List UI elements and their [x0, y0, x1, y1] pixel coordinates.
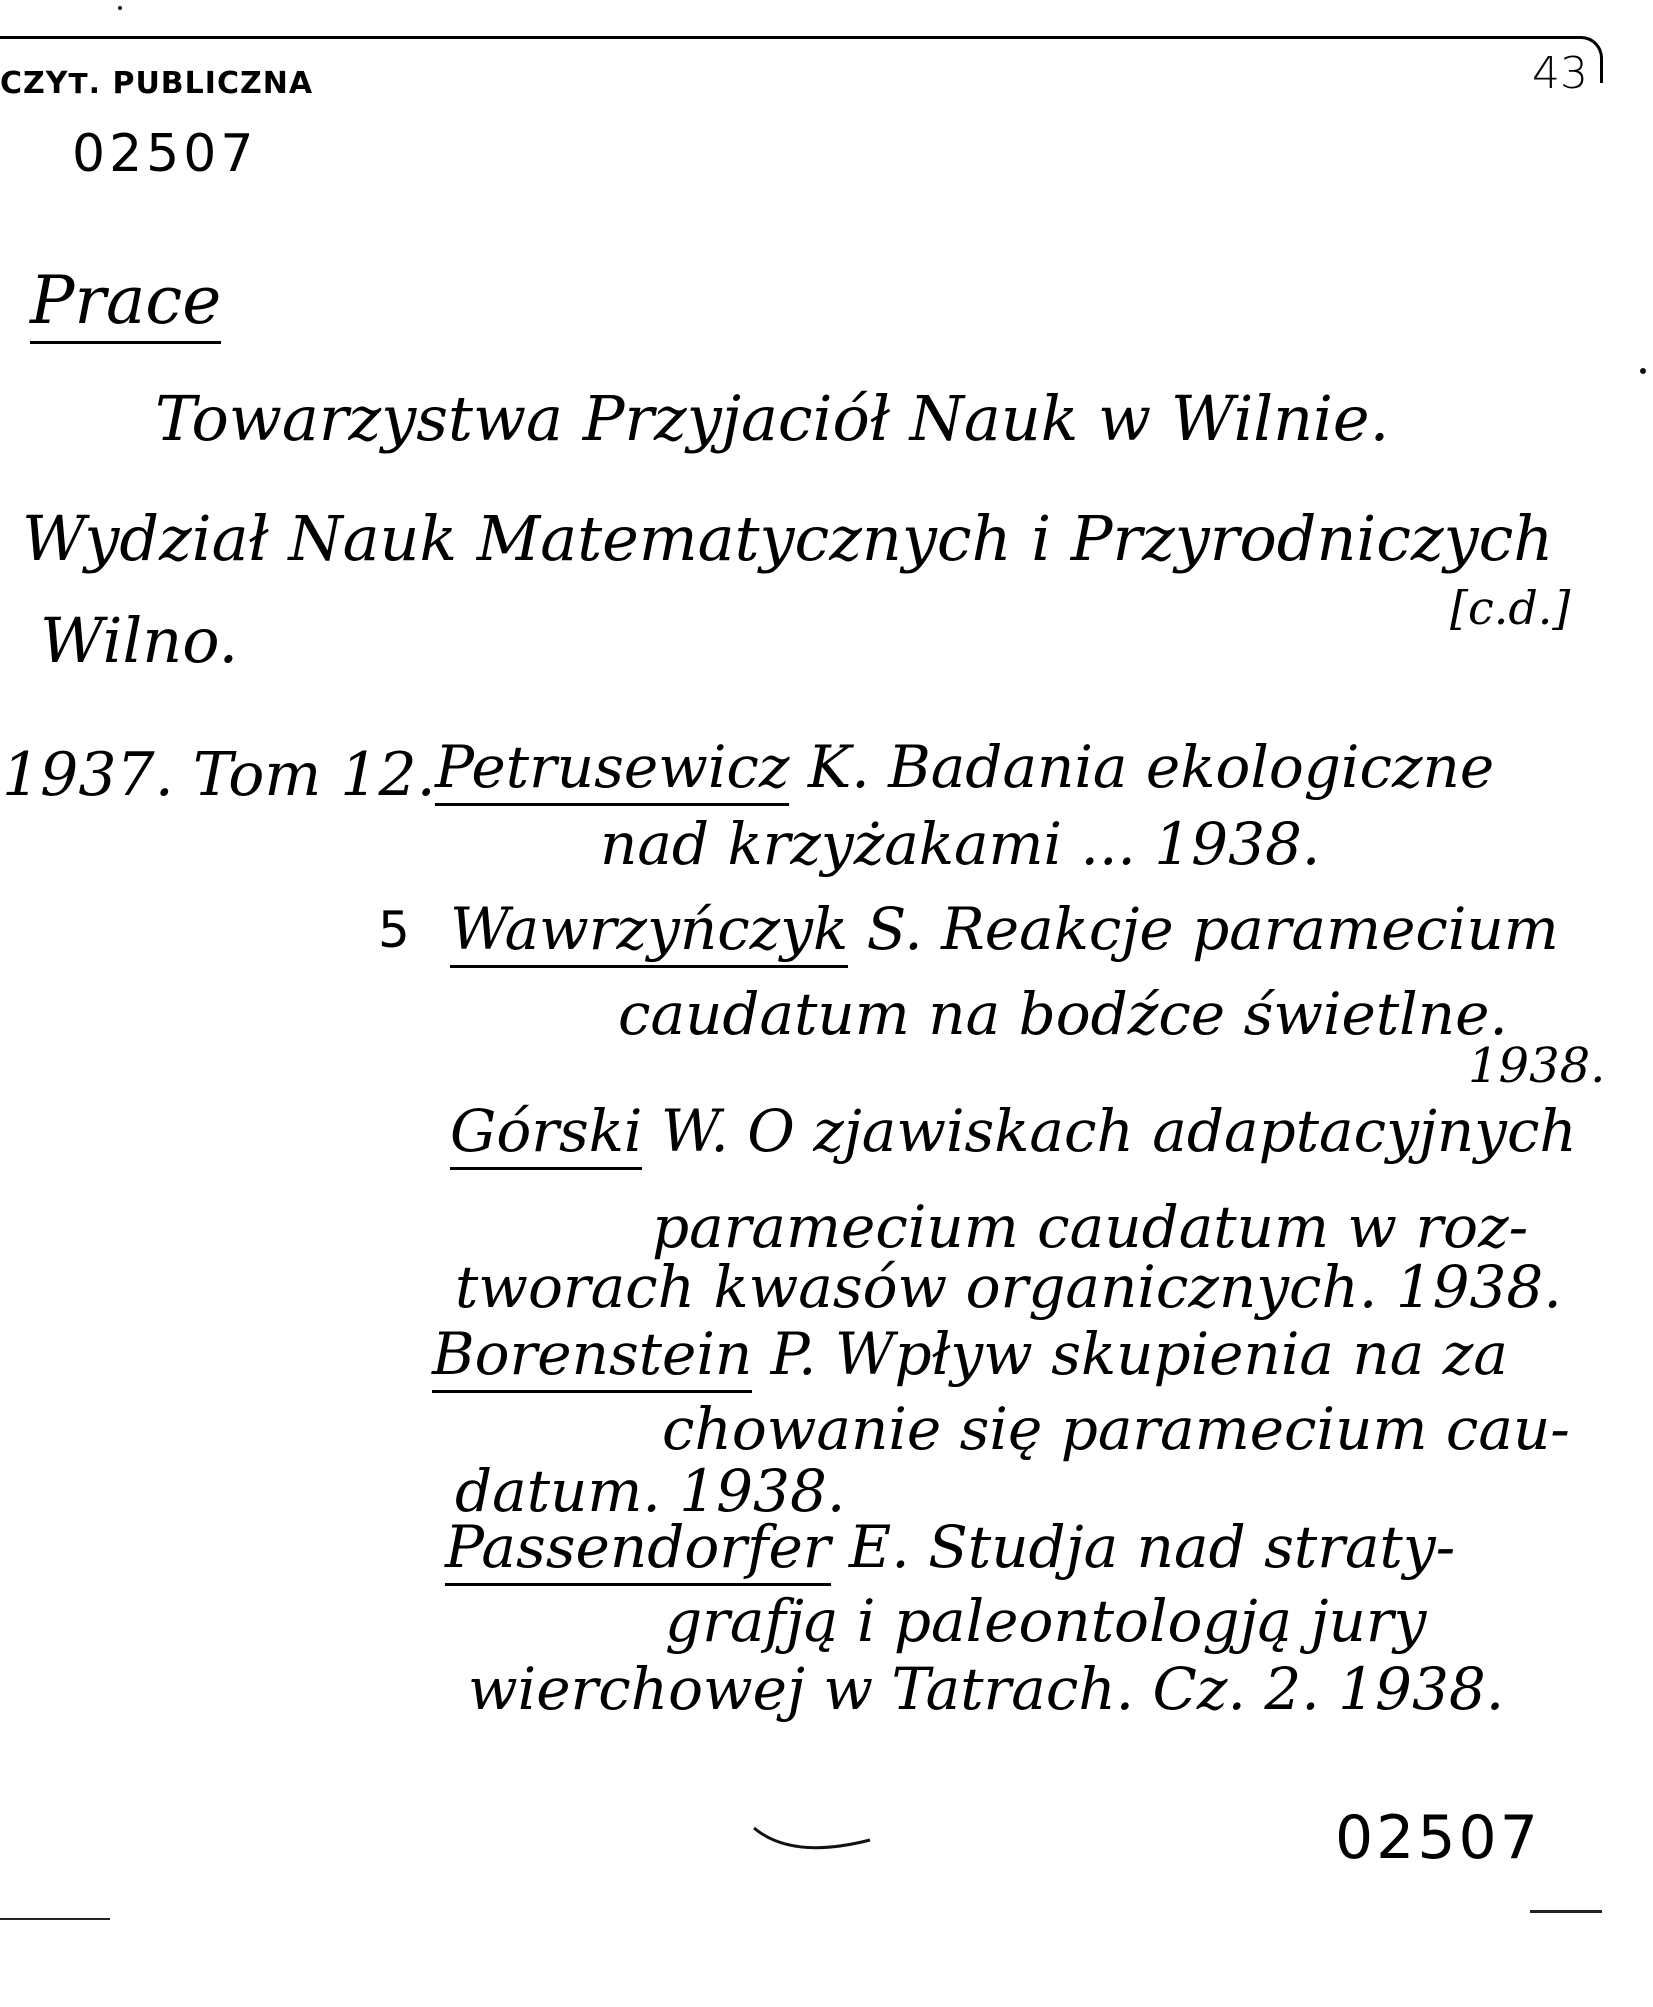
entry-line: [435, 733, 1495, 801]
entry-line: [445, 1513, 1456, 1581]
entry-line: tworach kwasów organicznych. 1938.: [455, 1253, 1562, 1321]
entry-text: E. Studja nad straty-: [830, 1513, 1456, 1581]
card-heading: [30, 262, 222, 339]
entry-line: [450, 895, 1559, 963]
entry-author: Wawrzyńczyk: [450, 895, 848, 968]
card-bottom-rule-left: [0, 1918, 110, 1920]
continued-note: [c.d.]: [1450, 581, 1571, 635]
entry-line: [450, 1097, 1577, 1165]
entry-line: nad krzyżakami ... 1938.: [600, 810, 1321, 878]
entry-text: S. Reakcje paramecium: [848, 895, 1559, 963]
entry-author: Passendorfer: [445, 1513, 831, 1586]
entry-number: 5: [378, 901, 410, 959]
pen-mark: [752, 1822, 872, 1862]
entry-line: wierchowej w Tatrach. Cz. 2. 1938.: [468, 1655, 1505, 1723]
entry-author: Borenstein: [432, 1320, 752, 1393]
entry-author: Górski: [450, 1097, 642, 1170]
entry-author: Petrusewicz: [435, 733, 789, 806]
series-line-2: Wydział Nauk Matematycznych i Przyrodniczych: [22, 502, 1554, 575]
series-line-1: Towarzystwa Przyjaciół Nauk w Wilnie.: [155, 382, 1390, 455]
page-number: 43: [1532, 48, 1588, 99]
entry-text: K. Badania ekologiczne: [789, 733, 1495, 801]
entry-line: caudatum na bodźce świetlne.: [618, 980, 1508, 1048]
inventory-number-bottom: 02507: [1335, 1803, 1541, 1873]
entry-line: [432, 1320, 1508, 1388]
entry-line: grafją i paleontologją jury: [665, 1587, 1427, 1655]
stamp-lead: CZY: [0, 66, 69, 101]
publication-place: Wilno.: [40, 604, 239, 677]
ink-speck: [118, 6, 122, 10]
stamp-rest: . PUBLICZNA: [88, 66, 314, 101]
card-bottom-rule-right: [1530, 1910, 1602, 1913]
heading-text: Prace: [30, 262, 221, 344]
inventory-number-top: 02507: [72, 124, 258, 184]
entry-year: 1938.: [1468, 1038, 1606, 1094]
stamp-cap: T: [68, 67, 89, 100]
ink-speck: [1640, 368, 1646, 374]
entry-line: datum. 1938.: [455, 1457, 846, 1525]
library-stamp: [0, 66, 313, 101]
entry-text: P. Wpływ skupienia na za: [752, 1320, 1508, 1388]
volume-prefix: 1937. Tom 12.: [2, 740, 436, 810]
entry-text: W. O zjawiskach adaptacyjnych: [642, 1097, 1577, 1165]
entry-line: chowanie się paramecium cau-: [662, 1395, 1570, 1463]
entry-line: paramecium caudatum w roz-: [652, 1193, 1529, 1261]
